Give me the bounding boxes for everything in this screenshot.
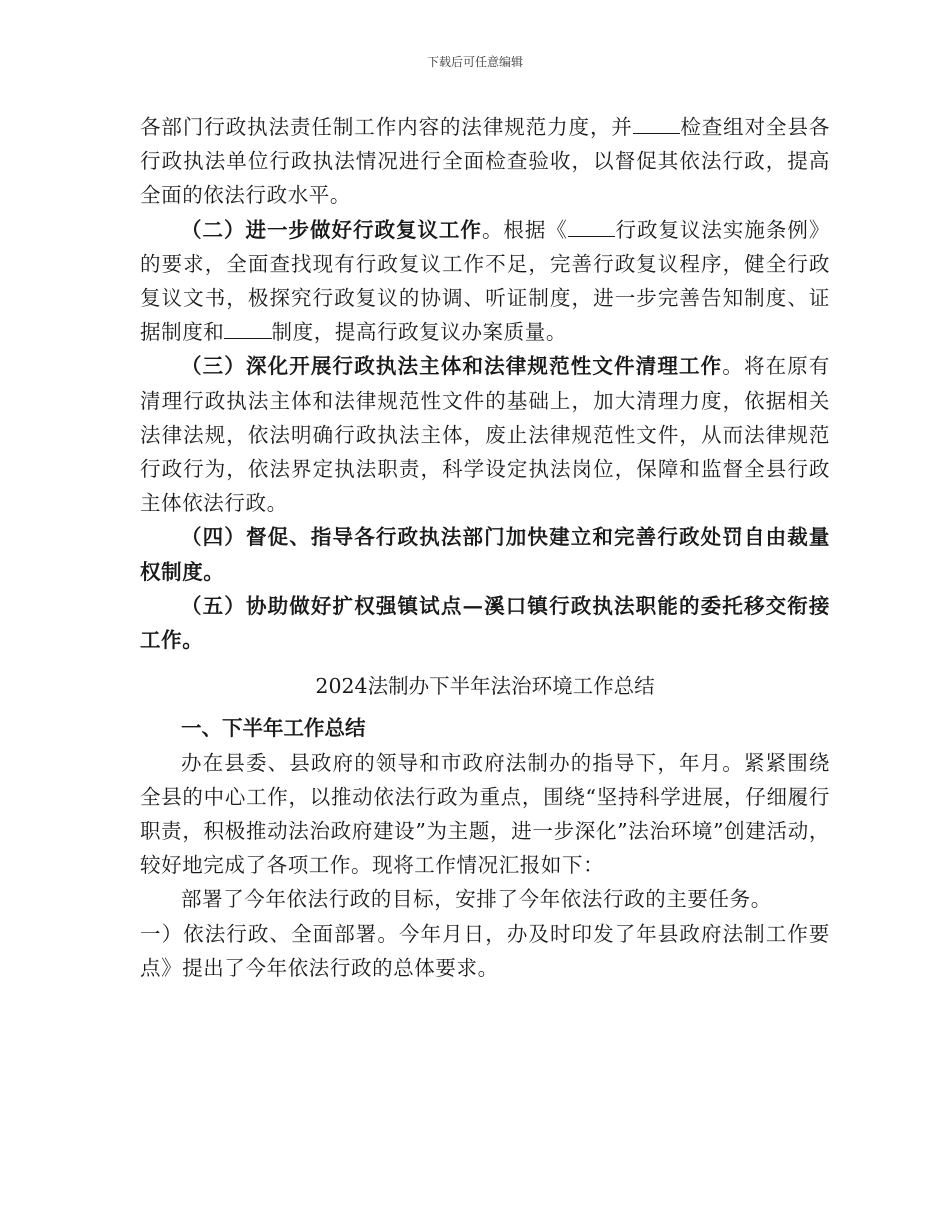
paragraph-3-text: 。将在原有清理行政执法主体和法律规范性文件的基础上，加大清理力度，依据相关法律法规，依法明确行政执法主体，废止法律规范性文件，从而法律规范行政行为，依法界定执法职责，科学设定执法岗位，保障和监督全县行政主体依法行政。 xyxy=(140,354,831,516)
paragraph-2-text-b: 行政复议法实施条例》的要求，全面查找现有行政复议工作不足，完善行政复议程序，健全行政复议文书，极探究行政复议的协调、听证制度，进一步完善告知制度、证据制度和 xyxy=(140,217,831,345)
paragraph-1 xyxy=(140,110,830,213)
section-heading: 一、下半年工作总结 xyxy=(181,716,366,741)
paragraph-2-heading: （二）进一步做好行政复议工作 xyxy=(181,217,482,242)
paragraph-7: 部署了今年依法行政的目标，安排了今年依法行政的主要任务。 xyxy=(181,887,772,912)
paragraph-2 xyxy=(140,213,830,350)
page-header: 下载后可任意编辑 xyxy=(426,55,523,69)
blank-line xyxy=(568,216,615,236)
paragraph-4: （四）督促、指导各行政执法部门加快建立和完善行政处罚自由裁量权制度。 xyxy=(140,525,830,584)
paragraph-6: 办在县委、县政府的领导和市政府法制办的指导下，年月。紧紧围绕全县的中心工作，以推动依法行政为重点，围绕“坚持科学进展，仔细履行职责，积极推动法治政府建设”为主题，进一步深化”法治环境”创建活动，较好地完成了各项工作。现将工作情况汇报如下： xyxy=(140,750,830,878)
paragraph-2-text-c: 制度，提高行政复议办案质量。 xyxy=(271,320,567,345)
paragraph-8: 一）依法行政、全面部署。今年月日，办及时印发了年县政府法制工作要点》提出了今年依法行政的总体要求。 xyxy=(140,921,830,980)
paragraph-3 xyxy=(140,349,830,520)
paragraph-3-heading: （三）深化开展行政执法主体和法律规范性文件清理工作 xyxy=(181,354,723,379)
blank-line xyxy=(224,319,271,339)
paragraph-1-text-a: 各部门行政执法责任制工作内容的法律规范力度，并 xyxy=(140,115,633,139)
paragraph-1-text-b: 检查组对全县各行政执法单位行政执法情况进行全面检查验收，以督促其依法行政，提高全面的依法行政水平。 xyxy=(140,115,830,208)
document-body xyxy=(140,110,830,985)
document-title: 2024法制办下半年法治环境工作总结 xyxy=(315,674,655,699)
paragraph-5: （五）协助做好扩权强镇试点—溪口镇行政执法职能的委托移交衔接工作。 xyxy=(140,593,830,653)
blank-line xyxy=(633,114,680,134)
paragraph-2-text-a: 。根据《 xyxy=(481,217,568,242)
